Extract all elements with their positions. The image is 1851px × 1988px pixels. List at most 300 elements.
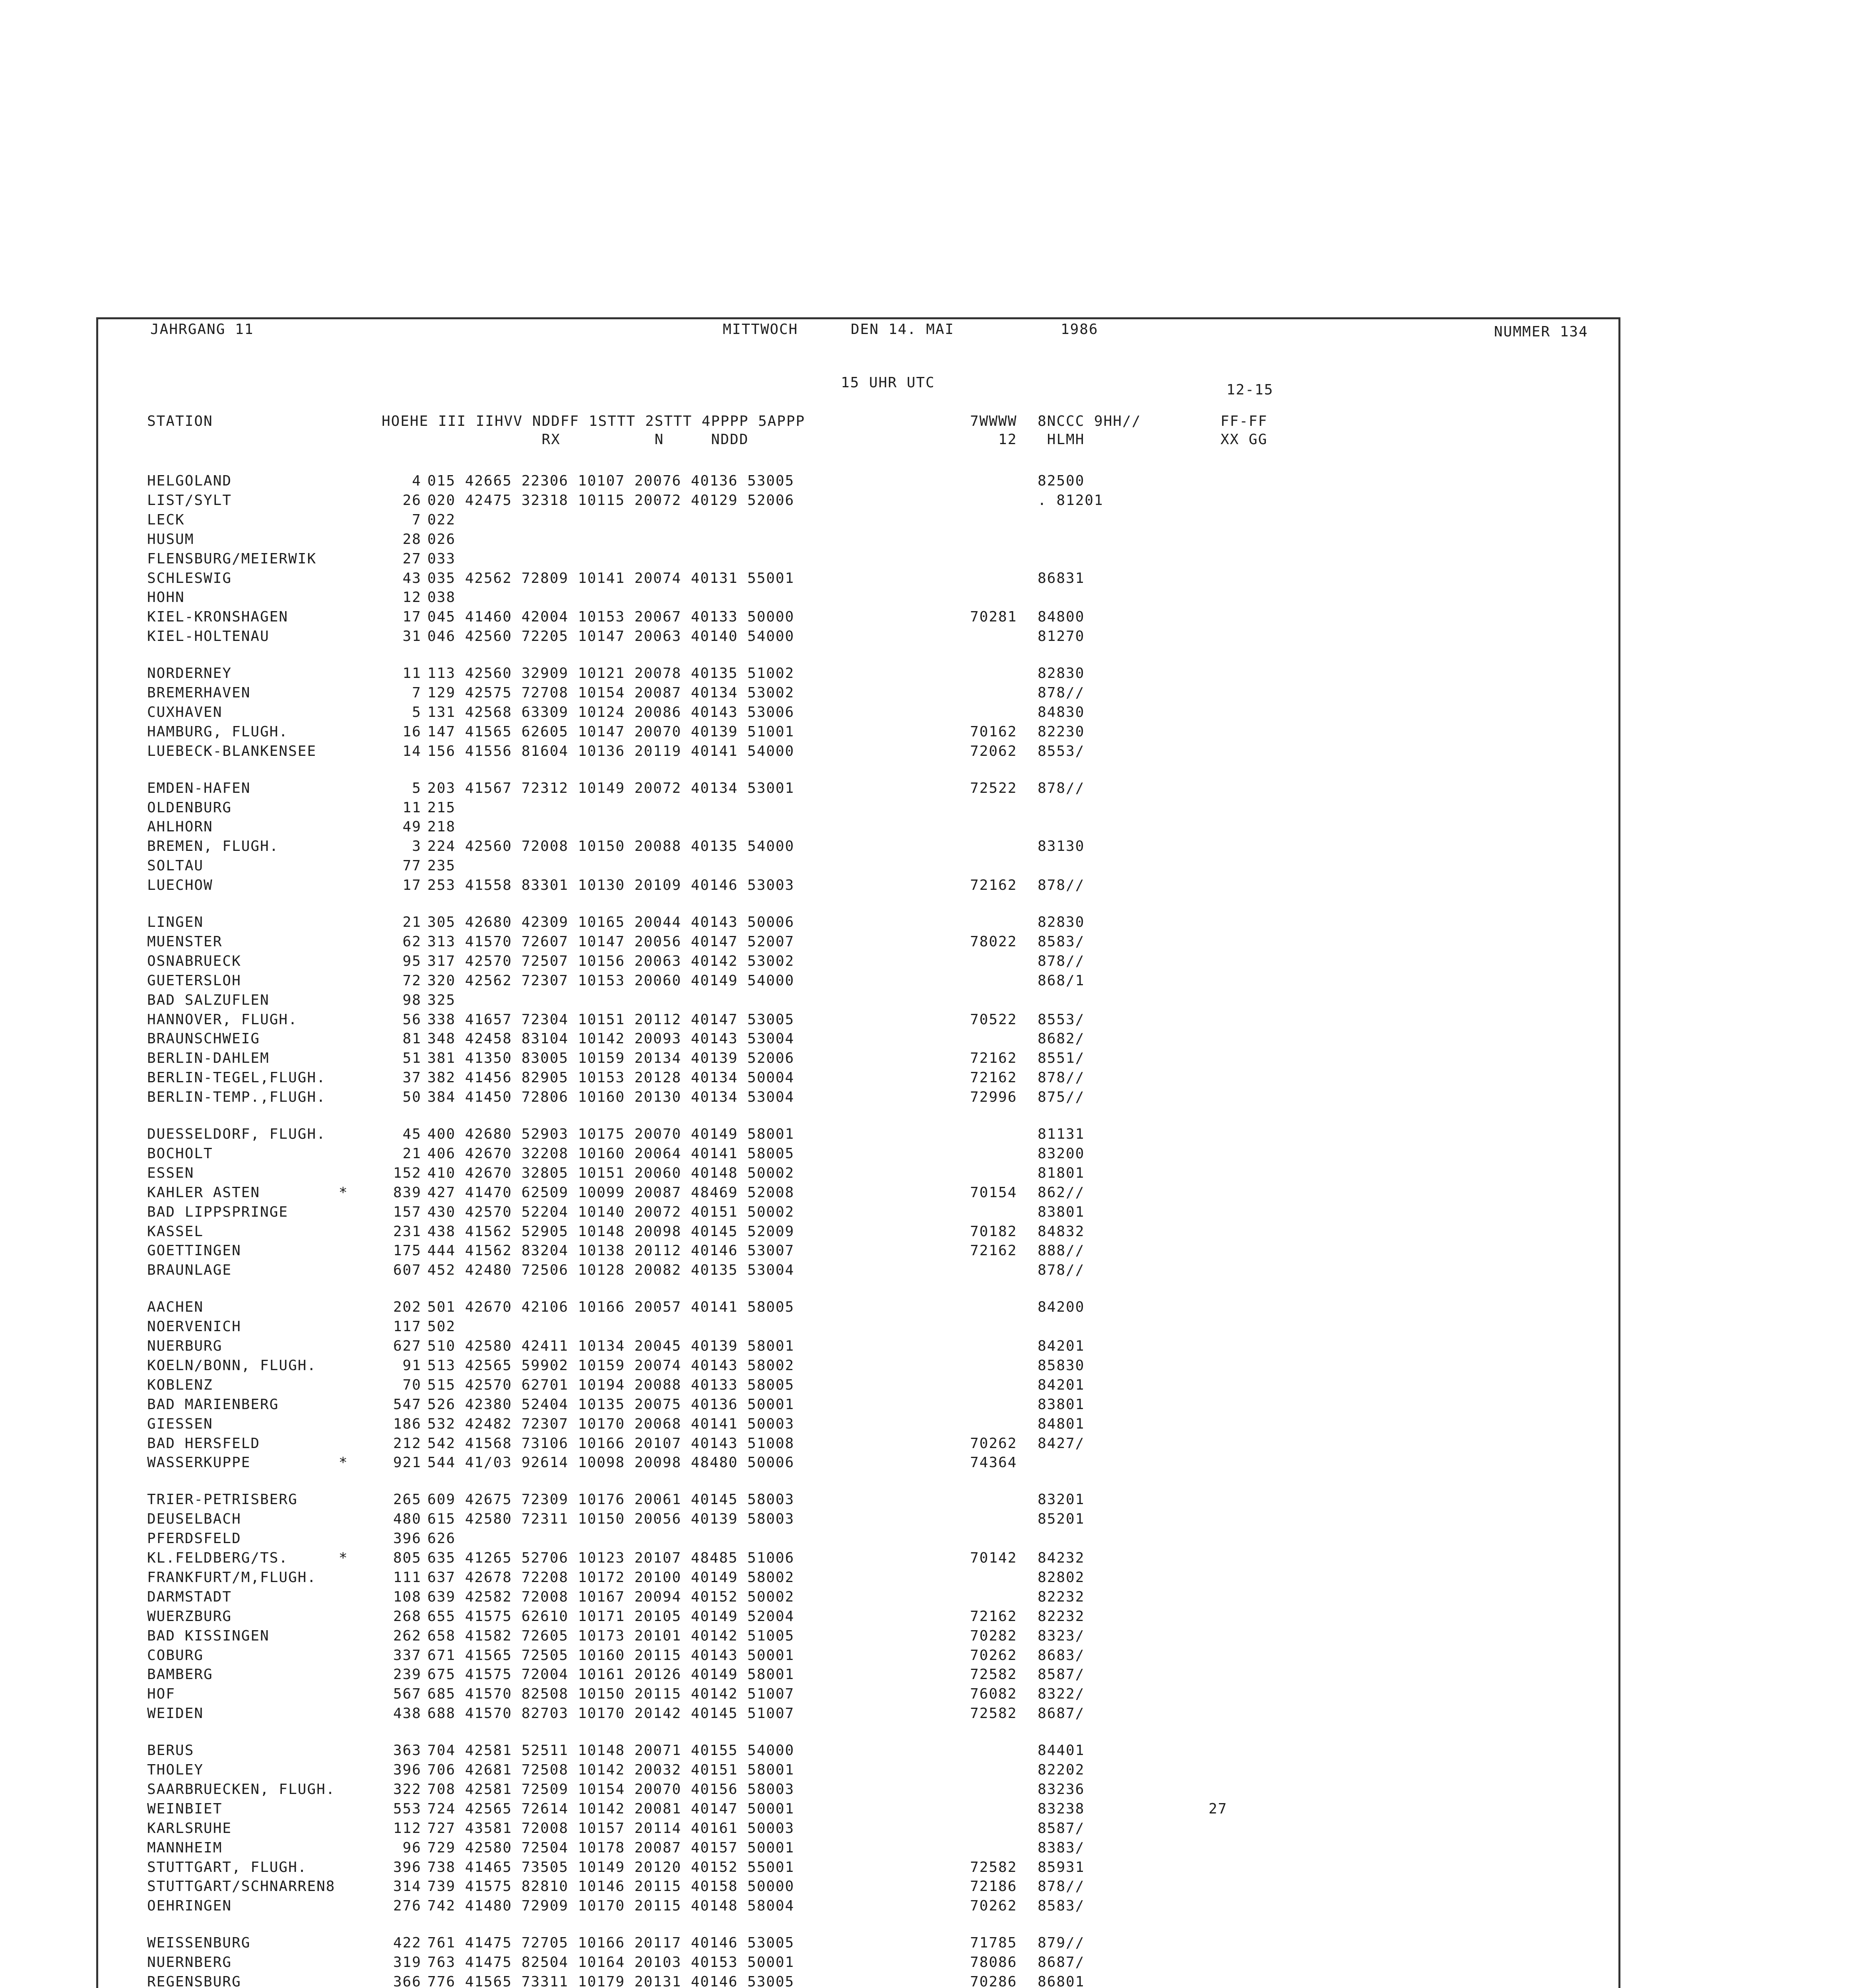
ff-range: 12-15 xyxy=(1226,382,1274,398)
weekday: MITTWOCH xyxy=(723,321,798,338)
nummer: NUMMER 134 xyxy=(1494,324,1588,340)
station-data: 338 41657 72304 10151 20112 40147 53005 xyxy=(427,1011,795,1028)
group8-value: 862// xyxy=(1038,1184,1085,1201)
station-data: 022 xyxy=(427,512,456,528)
group8-value: 83801 xyxy=(1038,1396,1085,1413)
group8-value: 8587/ xyxy=(1038,1820,1085,1837)
station-data: 035 42562 72809 10141 20074 40131 55001 xyxy=(427,570,795,586)
station-name: OSNABRUECK xyxy=(147,953,241,969)
station-data: 410 42670 32805 10151 20060 40148 50002 xyxy=(427,1165,795,1181)
group7-value: 72522 xyxy=(970,780,1017,796)
station-name: BERLIN-TEGEL,FLUGH. xyxy=(147,1070,326,1086)
station-data: 427 41470 62509 10099 20087 48469 52008 xyxy=(427,1184,795,1201)
station-data: 131 42568 63309 10124 20086 40143 53006 xyxy=(427,704,795,720)
group8-value: 888// xyxy=(1038,1242,1085,1259)
group8-subheader: HLMH xyxy=(1038,431,1085,448)
station-altitude: 319 xyxy=(393,1954,421,1971)
station-name: DARMSTADT xyxy=(147,1589,232,1605)
group8-value: 85830 xyxy=(1038,1357,1085,1374)
station-name: BRAUNLAGE xyxy=(147,1262,232,1278)
mountain-marker: * xyxy=(339,1184,348,1201)
group8-value: 83200 xyxy=(1038,1145,1085,1162)
station-altitude: 175 xyxy=(393,1242,421,1259)
station-name: BREMERHAVEN xyxy=(147,685,251,701)
mountain-marker: * xyxy=(339,1550,348,1566)
station-name: KOELN/BONN, FLUGH. xyxy=(147,1357,317,1374)
station-name: REGENSBURG xyxy=(147,1974,241,1988)
station-altitude: 5 xyxy=(412,780,421,796)
station-data: 348 42458 83104 10142 20093 40143 53004 xyxy=(427,1031,795,1047)
group8-value: . 81201 xyxy=(1038,492,1104,509)
group8-value: 83201 xyxy=(1038,1491,1085,1508)
station-name: WASSERKUPPE xyxy=(147,1454,251,1471)
group7-value: 70262 xyxy=(970,1898,1017,1914)
group8-value: 878// xyxy=(1038,685,1085,701)
station-data: 015 42665 22306 10107 20076 40136 53005 xyxy=(427,473,795,489)
group8-value: 84201 xyxy=(1038,1338,1085,1354)
station-data: 400 42680 52903 10175 20070 40149 58001 xyxy=(427,1126,795,1142)
station-name: CUXHAVEN xyxy=(147,704,223,720)
group7-value: 72162 xyxy=(970,1070,1017,1086)
station-name: LECK xyxy=(147,512,185,528)
station-data: 444 41562 83204 10138 20112 40146 53007 xyxy=(427,1242,795,1259)
station-data: 626 xyxy=(427,1530,456,1547)
group7-value: 74364 xyxy=(970,1454,1017,1471)
station-data: 501 42670 42106 10166 20057 40141 58005 xyxy=(427,1299,795,1315)
group7-value: 78086 xyxy=(970,1954,1017,1971)
station-name: STUTTGART/SCHNARREN8 xyxy=(147,1878,336,1895)
station-altitude: 337 xyxy=(393,1647,421,1664)
group8-value: 878// xyxy=(1038,1070,1085,1086)
station-data: 609 42675 72309 10176 20061 40145 58003 xyxy=(427,1491,795,1508)
station-data: 742 41480 72909 10170 20115 40148 58004 xyxy=(427,1898,795,1914)
group8-value: 8583/ xyxy=(1038,1898,1085,1914)
station-data: 218 xyxy=(427,819,456,835)
station-name: HUSUM xyxy=(147,531,194,547)
group8-value: 83801 xyxy=(1038,1204,1085,1220)
station-data: 761 41475 72705 10166 20117 40146 53005 xyxy=(427,1935,795,1951)
group8-value: 82830 xyxy=(1038,914,1085,930)
station-name: BOCHOLT xyxy=(147,1145,213,1162)
station-name: KL.FELDBERG/TS. xyxy=(147,1550,289,1566)
group8-value: 8683/ xyxy=(1038,1647,1085,1664)
station-data: 671 41565 72505 10160 20115 40143 50001 xyxy=(427,1647,795,1664)
station-altitude: 363 xyxy=(393,1742,421,1759)
station-name: MUENSTER xyxy=(147,934,223,950)
station-data: 129 42575 72708 10154 20087 40134 53002 xyxy=(427,685,795,701)
station-name: KAHLER ASTEN xyxy=(147,1184,260,1201)
station-altitude: 17 xyxy=(402,877,421,893)
station-altitude: 567 xyxy=(393,1686,421,1702)
station-altitude: 5 xyxy=(412,704,421,720)
station-data: 253 41558 83301 10130 20109 40146 53003 xyxy=(427,877,795,893)
group8-value: 879// xyxy=(1038,1935,1085,1951)
station-name: PFERDSFELD xyxy=(147,1530,241,1547)
station-altitude: 186 xyxy=(393,1416,421,1432)
station-data: 685 41570 82508 10150 20115 40142 51007 xyxy=(427,1686,795,1702)
station-data: 532 42482 72307 10170 20068 40141 50003 xyxy=(427,1416,795,1432)
column-header-line1: HOEHE III IIHVV NDDFF 1STTT 2STTT 4PPPP 5APPP xyxy=(382,413,805,429)
station-altitude: 396 xyxy=(393,1859,421,1875)
station-altitude: 108 xyxy=(393,1589,421,1605)
station-name: GIESSEN xyxy=(147,1416,213,1432)
extra-value: 27 xyxy=(1209,1801,1228,1817)
station-altitude: 43 xyxy=(402,570,421,586)
station-altitude: 21 xyxy=(402,914,421,930)
station-altitude: 7 xyxy=(412,685,421,701)
station-altitude: 157 xyxy=(393,1204,421,1220)
station-altitude: 50 xyxy=(402,1089,421,1105)
station-data: 452 42480 72506 10128 20082 40135 53004 xyxy=(427,1262,795,1278)
station-data: 776 41565 73311 10179 20131 40146 53005 xyxy=(427,1974,795,1988)
group7-value: 72162 xyxy=(970,877,1017,893)
station-altitude: 81 xyxy=(402,1031,421,1047)
group8-value: 82500 xyxy=(1038,473,1085,489)
station-name: OLDENBURG xyxy=(147,800,232,816)
group7-value: 72582 xyxy=(970,1705,1017,1722)
station-data: 688 41570 82703 10170 20142 40145 51007 xyxy=(427,1705,795,1722)
station-data: 381 41350 83005 10159 20134 40139 52006 xyxy=(427,1050,795,1066)
group7-value: 70154 xyxy=(970,1184,1017,1201)
group8-value: 8383/ xyxy=(1038,1840,1085,1856)
station-altitude: 231 xyxy=(393,1223,421,1240)
station-data: 026 xyxy=(427,531,456,547)
station-altitude: 112 xyxy=(393,1820,421,1837)
station-altitude: 262 xyxy=(393,1628,421,1644)
station-data: 020 42475 32318 10115 20072 40129 52006 xyxy=(427,492,795,509)
station-name: SCHLESWIG xyxy=(147,570,232,586)
group8-value: 82202 xyxy=(1038,1762,1085,1778)
group7-value: 72582 xyxy=(970,1666,1017,1683)
group8-value: 84200 xyxy=(1038,1299,1085,1315)
station-name: STUTTGART, FLUGH. xyxy=(147,1859,307,1875)
station-altitude: 438 xyxy=(393,1705,421,1722)
station-altitude: 70 xyxy=(402,1377,421,1393)
station-altitude: 265 xyxy=(393,1491,421,1508)
group7-value: 76082 xyxy=(970,1686,1017,1702)
group8-value: 84232 xyxy=(1038,1550,1085,1566)
station-data: 203 41567 72312 10149 20072 40134 53001 xyxy=(427,780,795,796)
station-altitude: 202 xyxy=(393,1299,421,1315)
station-data: 515 42570 62701 10194 20088 40133 58005 xyxy=(427,1377,795,1393)
station-data: 317 42570 72507 10156 20063 40142 53002 xyxy=(427,953,795,969)
station-data: 763 41475 82504 10164 20103 40153 50001 xyxy=(427,1954,795,1971)
group8-value: 84832 xyxy=(1038,1223,1085,1240)
station-altitude: 51 xyxy=(402,1050,421,1066)
station-altitude: 16 xyxy=(402,724,421,740)
station-name: COBURG xyxy=(147,1647,204,1664)
station-altitude: 396 xyxy=(393,1762,421,1778)
station-data: 542 41568 73106 10166 20107 40143 51008 xyxy=(427,1435,795,1452)
station-data: 235 xyxy=(427,858,456,874)
station-name: HAMBURG, FLUGH. xyxy=(147,724,289,740)
ff-subheader: XX GG xyxy=(1220,431,1268,448)
group7-value: 70282 xyxy=(970,1628,1017,1644)
station-name: NUERNBERG xyxy=(147,1954,232,1971)
group7-value: 72162 xyxy=(970,1608,1017,1625)
group7-value: 70142 xyxy=(970,1550,1017,1566)
station-altitude: 239 xyxy=(393,1666,421,1683)
station-altitude: 276 xyxy=(393,1898,421,1914)
station-name: KOBLENZ xyxy=(147,1377,213,1393)
station-name: BAD KISSINGEN xyxy=(147,1628,270,1644)
station-data: 615 42580 72311 10150 20056 40139 58003 xyxy=(427,1511,795,1527)
station-altitude: 314 xyxy=(393,1878,421,1895)
group8-value: 8687/ xyxy=(1038,1954,1085,1971)
station-data: 045 41460 42004 10153 20067 40133 50000 xyxy=(427,609,795,625)
station-altitude: 422 xyxy=(393,1935,421,1951)
station-data: 526 42380 52404 10135 20075 40136 50001 xyxy=(427,1396,795,1413)
station-data: 724 42565 72614 10142 20081 40147 50001 xyxy=(427,1801,795,1817)
station-altitude: 21 xyxy=(402,1145,421,1162)
station-data: 738 41465 73505 10149 20120 40152 55001 xyxy=(427,1859,795,1875)
station-name: BRAUNSCHWEIG xyxy=(147,1031,260,1047)
station-data: 704 42581 52511 10148 20071 40155 54000 xyxy=(427,1742,795,1759)
group7-value: 72582 xyxy=(970,1859,1017,1875)
station-name: KASSEL xyxy=(147,1223,204,1240)
station-altitude: 152 xyxy=(393,1165,421,1181)
station-data: 215 xyxy=(427,800,456,816)
station-altitude: 17 xyxy=(402,609,421,625)
group7-value: 71785 xyxy=(970,1935,1017,1951)
station-altitude: 607 xyxy=(393,1262,421,1278)
station-name: ESSEN xyxy=(147,1165,194,1181)
station-data: 544 41/03 92614 10098 20098 48480 50006 xyxy=(427,1454,795,1471)
station-data: 430 42570 52204 10140 20072 40151 50002 xyxy=(427,1204,795,1220)
station-name: WUERZBURG xyxy=(147,1608,232,1625)
station-data: 513 42565 59902 10159 20074 40143 58002 xyxy=(427,1357,795,1374)
report-frame xyxy=(96,317,1620,1988)
group8-value: 8587/ xyxy=(1038,1666,1085,1683)
group7-value: 70522 xyxy=(970,1011,1017,1028)
station-altitude: 366 xyxy=(393,1974,421,1988)
station-name: KARLSRUHE xyxy=(147,1820,232,1837)
station-altitude: 56 xyxy=(402,1011,421,1028)
station-altitude: 14 xyxy=(402,743,421,759)
group8-value: 868/1 xyxy=(1038,973,1085,989)
station-data: 510 42580 42411 10134 20045 40139 58001 xyxy=(427,1338,795,1354)
station-data: 313 41570 72607 10147 20056 40147 52007 xyxy=(427,934,795,950)
group8-value: 84201 xyxy=(1038,1377,1085,1393)
group7-value: 70286 xyxy=(970,1974,1017,1988)
station-data: 675 41575 72004 10161 20126 40149 58001 xyxy=(427,1666,795,1683)
group8-value: 84801 xyxy=(1038,1416,1085,1432)
group7-value: 72162 xyxy=(970,1050,1017,1066)
station-name: HANNOVER, FLUGH. xyxy=(147,1011,298,1028)
group8-value: 85931 xyxy=(1038,1859,1085,1875)
date: DEN 14. MAI xyxy=(851,321,955,338)
station-data: 320 42562 72307 10153 20060 40149 54000 xyxy=(427,973,795,989)
station-data: 658 41582 72605 10173 20101 40142 51005 xyxy=(427,1628,795,1644)
group7-value: 78022 xyxy=(970,934,1017,950)
station-data: 325 xyxy=(427,992,456,1008)
station-data: 224 42560 72008 10150 20088 40135 54000 xyxy=(427,838,795,854)
station-name: GUETERSLOH xyxy=(147,973,241,989)
station-data: 156 41556 81604 10136 20119 40141 54000 xyxy=(427,743,795,759)
group8-value: 8583/ xyxy=(1038,934,1085,950)
group8-value: 82230 xyxy=(1038,724,1085,740)
group7-value: 72062 xyxy=(970,743,1017,759)
station-name: KIEL-KRONSHAGEN xyxy=(147,609,289,625)
station-name: LIST/SYLT xyxy=(147,492,232,509)
column-header-line2: RX N NDDD xyxy=(382,431,749,448)
station-altitude: 31 xyxy=(402,628,421,645)
group8-value: 878// xyxy=(1038,953,1085,969)
station-header: STATION xyxy=(147,413,213,429)
group8-header: 8NCCC 9HH// xyxy=(1038,413,1141,429)
station-altitude: 11 xyxy=(402,800,421,816)
station-altitude: 28 xyxy=(402,531,421,547)
group8-value: 878// xyxy=(1038,780,1085,796)
station-data: 655 41575 62610 10171 20105 40149 52004 xyxy=(427,1608,795,1625)
station-name: WEINBIET xyxy=(147,1801,223,1817)
station-altitude: 322 xyxy=(393,1781,421,1798)
station-altitude: 547 xyxy=(393,1396,421,1413)
group8-value: 83236 xyxy=(1038,1781,1085,1798)
group8-value: 86801 xyxy=(1038,1974,1085,1988)
station-altitude: 98 xyxy=(402,992,421,1008)
station-data: 706 42681 72508 10142 20032 40151 58001 xyxy=(427,1762,795,1778)
group8-value: 81131 xyxy=(1038,1126,1085,1142)
station-data: 639 42582 72008 10167 20094 40152 50002 xyxy=(427,1589,795,1605)
station-altitude: 27 xyxy=(402,551,421,567)
station-data: 305 42680 42309 10165 20044 40143 50006 xyxy=(427,914,795,930)
station-altitude: 12 xyxy=(402,589,421,606)
station-name: LUECHOW xyxy=(147,877,213,893)
group8-value: 8323/ xyxy=(1038,1628,1085,1644)
station-data: 438 41562 52905 10148 20098 40145 52009 xyxy=(427,1223,795,1240)
station-data: 406 42670 32208 10160 20064 40141 58005 xyxy=(427,1145,795,1162)
station-altitude: 11 xyxy=(402,665,421,681)
group7-value: 70162 xyxy=(970,724,1017,740)
station-name: MANNHEIM xyxy=(147,1840,223,1856)
station-data: 727 43581 72008 10157 20114 40161 50003 xyxy=(427,1820,795,1837)
station-name: EMDEN-HAFEN xyxy=(147,780,251,796)
station-name: NUERBURG xyxy=(147,1338,223,1354)
group7-value: 70262 xyxy=(970,1647,1017,1664)
station-data: 739 41575 82810 10146 20115 40158 50000 xyxy=(427,1878,795,1895)
group8-value: 8551/ xyxy=(1038,1050,1085,1066)
group8-value: 82232 xyxy=(1038,1608,1085,1625)
station-altitude: 805 xyxy=(393,1550,421,1566)
group8-value: 8322/ xyxy=(1038,1686,1085,1702)
station-altitude: 26 xyxy=(402,492,421,509)
group8-value: 878// xyxy=(1038,877,1085,893)
group7-value: 72996 xyxy=(970,1089,1017,1105)
group8-value: 83130 xyxy=(1038,838,1085,854)
station-altitude: 95 xyxy=(402,953,421,969)
station-name: SOLTAU xyxy=(147,858,204,874)
station-name: HOHN xyxy=(147,589,185,606)
group8-value: 82830 xyxy=(1038,665,1085,681)
station-altitude: 4 xyxy=(412,473,421,489)
station-name: FLENSBURG/MEIERWIK xyxy=(147,551,317,567)
station-name: BERUS xyxy=(147,1742,194,1759)
station-name: WEIDEN xyxy=(147,1705,204,1722)
station-altitude: 111 xyxy=(393,1569,421,1586)
station-altitude: 96 xyxy=(402,1840,421,1856)
station-altitude: 268 xyxy=(393,1608,421,1625)
station-name: LUEBECK-BLANKENSEE xyxy=(147,743,317,759)
group8-value: 86831 xyxy=(1038,570,1085,586)
group8-value: 878// xyxy=(1038,1262,1085,1278)
station-name: BAD LIPPSPRINGE xyxy=(147,1204,289,1220)
group8-value: 81270 xyxy=(1038,628,1085,645)
station-data: 033 xyxy=(427,551,456,567)
group7-value: 70281 xyxy=(970,609,1017,625)
station-name: SAARBRUECKEN, FLUGH. xyxy=(147,1781,336,1798)
group7-subheader: 12 xyxy=(970,431,1017,448)
station-altitude: 3 xyxy=(412,838,421,854)
group7-header: 7WWWW xyxy=(970,413,1017,429)
station-altitude: 77 xyxy=(402,858,421,874)
group8-value: 84830 xyxy=(1038,704,1085,720)
station-name: NORDERNEY xyxy=(147,665,232,681)
station-name: DUESSELDORF, FLUGH. xyxy=(147,1126,326,1142)
group8-value: 875// xyxy=(1038,1089,1085,1105)
station-data: 038 xyxy=(427,589,456,606)
station-name: THOLEY xyxy=(147,1762,204,1778)
station-altitude: 72 xyxy=(402,973,421,989)
group8-value: 878// xyxy=(1038,1878,1085,1895)
station-altitude: 480 xyxy=(393,1511,421,1527)
station-data: 384 41450 72806 10160 20130 40134 53004 xyxy=(427,1089,795,1105)
station-data: 113 42560 32909 10121 20078 40135 51002 xyxy=(427,665,795,681)
station-altitude: 212 xyxy=(393,1435,421,1452)
group8-value: 8682/ xyxy=(1038,1031,1085,1047)
station-altitude: 91 xyxy=(402,1357,421,1374)
station-data: 635 41265 52706 10123 20107 48485 51006 xyxy=(427,1550,795,1566)
group7-value: 70262 xyxy=(970,1435,1017,1452)
station-altitude: 7 xyxy=(412,512,421,528)
station-name: KIEL-HOLTENAU xyxy=(147,628,270,645)
station-name: AHLHORN xyxy=(147,819,213,835)
station-name: FRANKFURT/M,FLUGH. xyxy=(147,1569,317,1586)
station-altitude: 62 xyxy=(402,934,421,950)
station-data: 729 42580 72504 10178 20087 40157 50001 xyxy=(427,1840,795,1856)
station-name: AACHEN xyxy=(147,1299,204,1315)
group8-value: 85201 xyxy=(1038,1511,1085,1527)
station-name: GOETTINGEN xyxy=(147,1242,241,1259)
station-altitude: 627 xyxy=(393,1338,421,1354)
station-name: LINGEN xyxy=(147,914,204,930)
station-data: 708 42581 72509 10154 20070 40156 58003 xyxy=(427,1781,795,1798)
station-altitude: 117 xyxy=(393,1318,421,1335)
group8-value: 84401 xyxy=(1038,1742,1085,1759)
station-name: HOF xyxy=(147,1686,176,1702)
station-altitude: 553 xyxy=(393,1801,421,1817)
jahrgang: JAHRGANG 11 xyxy=(150,321,254,338)
group8-value: 8427/ xyxy=(1038,1435,1085,1452)
station-data: 382 41456 82905 10153 20128 40134 50004 xyxy=(427,1070,795,1086)
station-altitude: 396 xyxy=(393,1530,421,1547)
station-altitude: 839 xyxy=(393,1184,421,1201)
station-data: 502 xyxy=(427,1318,456,1335)
station-name: OEHRINGEN xyxy=(147,1898,232,1914)
station-name: TRIER-PETRISBERG xyxy=(147,1491,298,1508)
group7-value: 72162 xyxy=(970,1242,1017,1259)
station-data: 046 42560 72205 10147 20063 40140 54000 xyxy=(427,628,795,645)
year: 1986 xyxy=(1061,321,1098,338)
station-name: BAD MARIENBERG xyxy=(147,1396,279,1413)
station-name: HELGOLAND xyxy=(147,473,232,489)
station-altitude: 45 xyxy=(402,1126,421,1142)
station-altitude: 921 xyxy=(393,1454,421,1471)
station-name: BAD SALZUFLEN xyxy=(147,992,270,1008)
station-name: WEISSENBURG xyxy=(147,1935,251,1951)
obs-time: 15 UHR UTC xyxy=(841,375,935,391)
station-name: BAD HERSFELD xyxy=(147,1435,260,1452)
